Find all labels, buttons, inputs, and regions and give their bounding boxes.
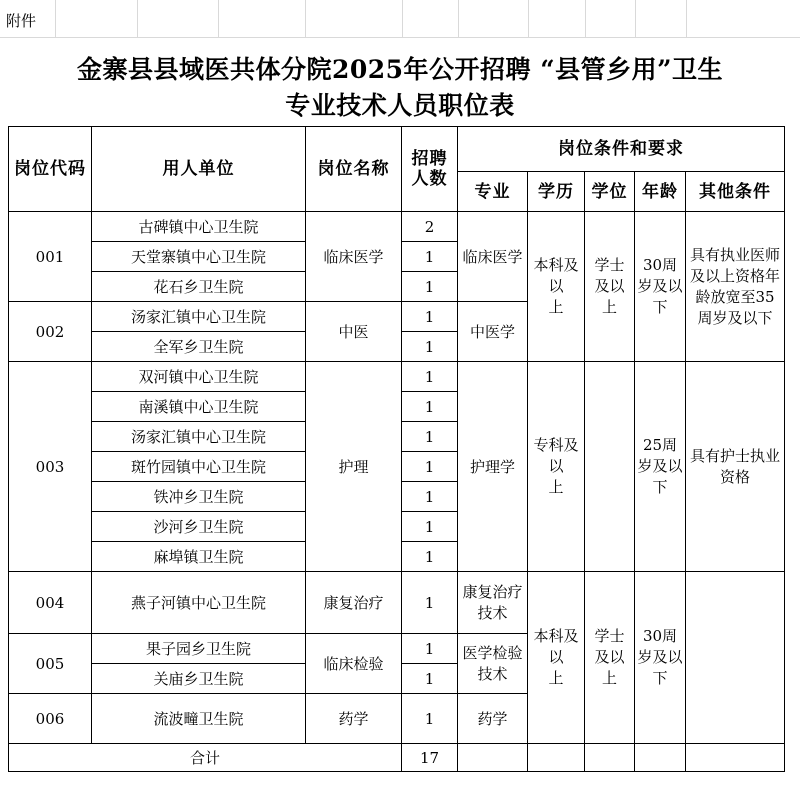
- hire-count: 1: [402, 482, 458, 512]
- employer-unit: 双河镇中心卫生院: [92, 362, 306, 392]
- gridline: [402, 0, 403, 38]
- employer-unit: 汤家汇镇中心卫生院: [92, 422, 306, 452]
- employer-unit: 南溪镇中心卫生院: [92, 392, 306, 422]
- gridline: [528, 0, 529, 38]
- total-empty-cell: [686, 744, 785, 772]
- position-name: 临床检验: [306, 634, 402, 694]
- total-empty-cell: [635, 744, 686, 772]
- position-code: 004: [9, 572, 92, 634]
- hire-count: 1: [402, 332, 458, 362]
- total-empty-cell: [585, 744, 635, 772]
- gridline: [458, 0, 459, 38]
- header-major: 专业: [458, 172, 528, 212]
- gridline: [218, 0, 219, 38]
- age-requirement: 30周 岁及以 下: [635, 212, 686, 362]
- hire-count: 1: [402, 302, 458, 332]
- age-requirement: 25周 岁及以 下: [635, 362, 686, 572]
- other-requirement: 具有护士执业 资格: [686, 362, 785, 572]
- employer-unit: 流波疃卫生院: [92, 694, 306, 744]
- position-name: 中医: [306, 302, 402, 362]
- hire-count: 1: [402, 272, 458, 302]
- header-other: 其他条件: [686, 172, 785, 212]
- employer-unit: 古碑镇中心卫生院: [92, 212, 306, 242]
- employer-unit: 燕子河镇中心卫生院: [92, 572, 306, 634]
- header-position: 岗位名称: [306, 127, 402, 212]
- header-unit: 用人单位: [92, 127, 306, 212]
- header-conditions: 岗位条件和要求: [458, 127, 785, 172]
- hire-count: 1: [402, 362, 458, 392]
- employer-unit: 果子园乡卫生院: [92, 634, 306, 664]
- position-name: 临床医学: [306, 212, 402, 302]
- age-requirement: 30周 岁及以 下: [635, 572, 686, 744]
- table-row: [9, 362, 785, 392]
- employer-unit: 沙河乡卫生院: [92, 512, 306, 542]
- other-requirement: 具有执业医师 及以上资格年 龄放宽至35 周岁及以下: [686, 212, 785, 362]
- hire-count: 1: [402, 694, 458, 744]
- education-requirement: 本科及以 上: [528, 212, 585, 362]
- gridline: [55, 0, 56, 38]
- hire-count: 1: [402, 392, 458, 422]
- degree-requirement: 学士 及以 上: [585, 212, 635, 362]
- position-code: 006: [9, 694, 92, 744]
- hire-count: 1: [402, 542, 458, 572]
- employer-unit: 花石乡卫生院: [92, 272, 306, 302]
- total-label: 合计: [9, 744, 402, 772]
- total-empty-cell: [458, 744, 528, 772]
- hire-count: 2: [402, 212, 458, 242]
- position-code: 001: [9, 212, 92, 302]
- page-title: 金寨县县域医共体分院2025年公开招聘 “县管乡用”卫生: [76, 55, 724, 84]
- page-title-line2: 专业技术人员职位表: [285, 91, 515, 120]
- position-code: 005: [9, 634, 92, 694]
- hire-count: 1: [402, 422, 458, 452]
- header-age: 年龄: [635, 172, 686, 212]
- major-requirement: 护理学: [458, 362, 528, 572]
- employer-unit: 全军乡卫生院: [92, 332, 306, 362]
- education-requirement: 本科及以 上: [528, 572, 585, 744]
- major-requirement: 医学检验 技术: [458, 634, 528, 694]
- position-name: 药学: [306, 694, 402, 744]
- major-requirement: 药学: [458, 694, 528, 744]
- gridline: [137, 0, 138, 38]
- position-code: 003: [9, 362, 92, 572]
- total-row: [9, 744, 785, 772]
- header-degree: 学位: [585, 172, 635, 212]
- education-requirement: 专科及以 上: [528, 362, 585, 572]
- table-row: [9, 212, 785, 242]
- employer-unit: 天堂寨镇中心卫生院: [92, 242, 306, 272]
- table-header-row: [9, 127, 785, 172]
- hire-count: 1: [402, 452, 458, 482]
- table-body: [9, 127, 785, 772]
- gridline: [305, 0, 306, 38]
- positions-table: [8, 126, 785, 772]
- header-count: 招聘 人数: [402, 127, 458, 212]
- total-count: 17: [402, 744, 458, 772]
- attachment-label: 附件: [6, 12, 37, 30]
- hire-count: 1: [402, 512, 458, 542]
- gridline: [585, 0, 586, 38]
- gridline: [0, 37, 800, 38]
- header-education: 学历: [528, 172, 585, 212]
- major-requirement: 临床医学: [458, 212, 528, 302]
- position-code: 002: [9, 302, 92, 362]
- other-requirement: [686, 572, 785, 744]
- spreadsheet-top-strip: [0, 0, 800, 38]
- employer-unit: 关庙乡卫生院: [92, 664, 306, 694]
- employer-unit: 铁冲乡卫生院: [92, 482, 306, 512]
- employer-unit: 麻埠镇卫生院: [92, 542, 306, 572]
- hire-count: 1: [402, 242, 458, 272]
- gridline: [686, 0, 687, 38]
- degree-requirement: [585, 362, 635, 572]
- employer-unit: 汤家汇镇中心卫生院: [92, 302, 306, 332]
- major-requirement: 中医学: [458, 302, 528, 362]
- employer-unit: 斑竹园镇中心卫生院: [92, 452, 306, 482]
- degree-requirement: 学士 及以 上: [585, 572, 635, 744]
- major-requirement: 康复治疗 技术: [458, 572, 528, 634]
- hire-count: 1: [402, 572, 458, 634]
- total-empty-cell: [528, 744, 585, 772]
- table-row: [9, 572, 785, 634]
- header-code: 岗位代码: [9, 127, 92, 212]
- hire-count: 1: [402, 634, 458, 664]
- gridline: [635, 0, 636, 38]
- hire-count: 1: [402, 664, 458, 694]
- position-name: 康复治疗: [306, 572, 402, 634]
- position-name: 护理: [306, 362, 402, 572]
